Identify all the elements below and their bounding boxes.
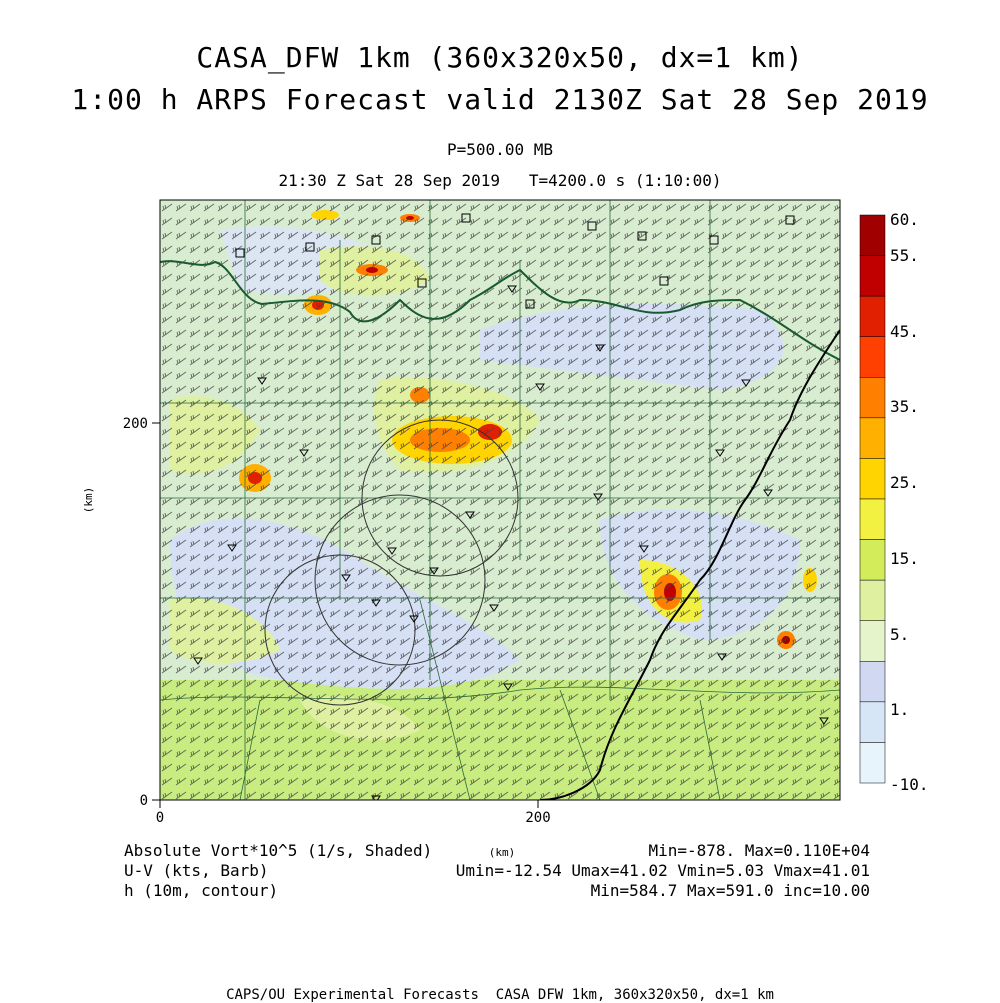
colorbar-label: -10. [890,775,929,794]
legend-wind: U-V (kts, Barb) [124,861,269,880]
colorbar-label: 25. [890,473,919,492]
colorbar-swatch [860,580,885,621]
colorbar-swatch [860,458,885,499]
colorbar-swatch [860,540,885,581]
plot-area [160,200,840,802]
title-line-1: CASA_DFW 1km (360x320x50, dx=1 km) [196,41,804,74]
footer-credit: CAPS/OU Experimental Forecasts CASA DFW 1km, 360x320x50, dx=1 km [226,987,774,1003]
colorbar [860,215,885,783]
legend-height: h (10m, contour) [124,881,279,900]
colorbar-swatch [860,499,885,540]
colorbar-label: 15. [890,549,919,568]
colorbar-swatch [860,418,885,459]
colorbar-swatch [860,621,885,662]
colorbar-label: 60. [890,210,919,229]
colorbar-swatch [860,337,885,378]
height-stats: Min=584.7 Max=591.0 inc=10.00 [590,881,870,900]
legend-vorticity: Absolute Vort*10^5 (1/s, Shaded) [124,841,433,860]
x-tick-0: 0 [155,810,165,826]
title-line-2: 1:00 h ARPS Forecast valid 2130Z Sat 28 Sep 2019 [71,83,929,116]
wind-stats: Umin=-12.54 Umax=41.02 Vmin=5.03 Vmax=41.01 [455,861,870,880]
y-tick-0: 0 [139,793,148,809]
pressure-level: P=500.00 MB [447,140,553,159]
colorbar-swatch [860,296,885,337]
colorbar-label: 45. [890,322,919,341]
colorbar-label: 55. [890,246,919,265]
colorbar-label: 5. [890,625,910,644]
colorbar-swatch [860,742,885,783]
colorbar-label: 1. [890,700,910,719]
colorbar-label: 35. [890,397,919,416]
x-tick-200: 200 [525,810,551,826]
colorbar-swatch [860,256,885,297]
valid-time: 21:30 Z Sat 28 Sep 2019 T=4200.0 s (1:10:00) [278,171,722,190]
y-axis-label: (km) [82,486,95,514]
colorbar-swatch [860,377,885,418]
colorbar-swatch [860,702,885,743]
colorbar-swatch [860,215,885,256]
vorticity-stats: Min=-878. Max=0.110E+04 [648,841,870,860]
x-axis-label: (km) [488,846,516,859]
y-tick-200: 200 [122,416,148,432]
colorbar-swatch [860,661,885,702]
wind-barbs [160,200,840,800]
